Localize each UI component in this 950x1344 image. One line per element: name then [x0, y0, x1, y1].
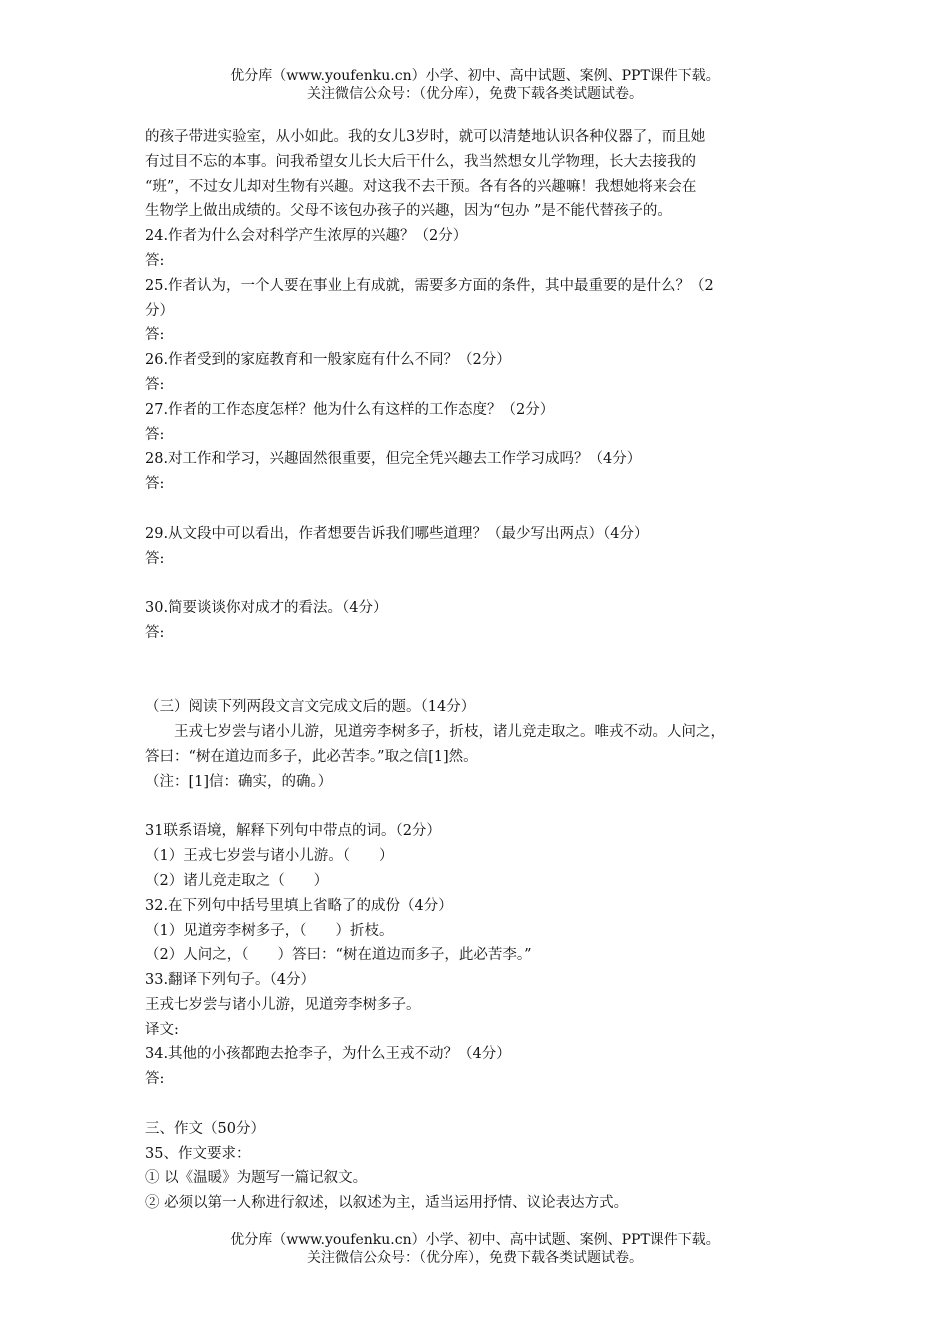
question-25: 25.作者认为，一个人要在事业上有成就，需要多方面的条件，其中最重要的是什么？（2	[145, 277, 714, 294]
classical-text-line: 王戎七岁尝与诸小儿游，见道旁李树多子，折枝，诸儿竞走取之。唯戎不动。人问之，	[174, 724, 725, 741]
question-34: 34.其他的小孩都跑去抢李子，为什么王戎不动？（4分）	[145, 1046, 511, 1063]
question-27: 27.作者的工作态度怎样？他为什么有这样的工作态度？（2分）	[145, 401, 555, 418]
composition-title: 三、作文（50分）	[145, 1120, 265, 1137]
footer-line-2: 关注微信公众号：（优分库），免费下载各类试题试卷。	[307, 1250, 643, 1266]
footer-line-1: 优分库（www.youfenku.cn）小学、初中、高中试题、案例、PPT课件下载。	[230, 1232, 720, 1248]
document-body	[145, 125, 825, 1216]
question-33-sentence: 王戎七岁尝与诸小儿游，见道旁李树多子。	[145, 996, 421, 1013]
page-footer	[0, 1231, 950, 1267]
composition-requirement-2: ② 必须以第一人称进行叙述，以叙述为主，适当运用抒情、议论表达方式。	[145, 1195, 629, 1212]
answer-34: 答:	[145, 1071, 165, 1088]
question-24: 24.作者为什么会对科学产生浓厚的兴趣？（2分）	[145, 228, 468, 245]
answer-30: 答:	[145, 624, 165, 641]
question-28: 28.对工作和学习，兴趣固然很重要，但完全凭兴趣去工作学习成吗？（4分）	[145, 451, 642, 468]
header-line-2: 关注微信公众号：（优分库），免费下载各类试题试卷。	[307, 86, 643, 102]
answer-28: 答:	[145, 476, 165, 493]
passage-line: 的孩子带进实验室，从小如此。我的女儿3岁时，就可以清楚地认识各种仪器了，而且她	[145, 129, 706, 145]
question-25-cont: 分）	[145, 302, 174, 319]
question-31: 31联系语境，解释下列句中带点的词。（2分）	[145, 823, 441, 840]
passage-line: “班”，不过女儿却对生物有兴趣。对这我不去干预。各有各的兴趣嘛！我想她将来会在	[145, 178, 697, 195]
answer-29: 答:	[145, 550, 165, 567]
question-32-item-1: （1）见道旁李树多子，（ ）折枝。	[145, 922, 394, 939]
question-31-item-1: （1）王戎七岁尝与诸小儿游。（ ）	[145, 848, 394, 865]
classical-text-line: 答曰：“树在道边而多子，此必苦李。”取之信[1]然。	[145, 748, 478, 765]
page-header	[0, 67, 950, 103]
question-26: 26.作者受到的家庭教育和一般家庭有什么不同？（2分）	[145, 352, 511, 369]
passage-line: 生物学上做出成绩的。父母不该包办孩子的兴趣，因为“包办 ”是不能代替孩子的。	[145, 203, 672, 220]
question-35: 35、作文要求：	[145, 1145, 251, 1162]
answer-24: 答:	[145, 252, 165, 269]
answer-27: 答:	[145, 426, 165, 443]
question-29: 29.从文段中可以看出，作者想要告诉我们哪些道理？（最少写出两点）（4分）	[145, 525, 649, 542]
header-line-1: 优分库（www.youfenku.cn）小学、初中、高中试题、案例、PPT课件下载。	[230, 68, 720, 84]
question-32-item-2: （2）人问之，（ ）答曰：“树在道边而多子，此必苦李。”	[145, 947, 532, 964]
section-3-title: （三）阅读下列两段文言文完成文后的题。（14分）	[145, 699, 476, 716]
question-33-translation: 译文:	[145, 1021, 179, 1038]
classical-text-note: （注：[1]信：确实，的确。）	[145, 773, 333, 790]
question-31-item-2: （2）诸儿竞走取之（ ）	[145, 872, 329, 889]
question-30: 30.简要谈谈你对成才的看法。（4分）	[145, 600, 388, 617]
question-32: 32.在下列句中括号里填上省略了的成份（4分）	[145, 897, 453, 914]
answer-25: 答:	[145, 327, 165, 344]
passage-line: 有过目不忘的本事。问我希望女儿长大后干什么，我当然想女儿学物理，长大去接我的	[145, 153, 696, 170]
question-33: 33.翻译下列句子。（4分）	[145, 972, 316, 989]
composition-requirement-1: ① 以《温暖》为题写一篇记叙文。	[145, 1170, 368, 1187]
answer-26: 答:	[145, 376, 165, 393]
